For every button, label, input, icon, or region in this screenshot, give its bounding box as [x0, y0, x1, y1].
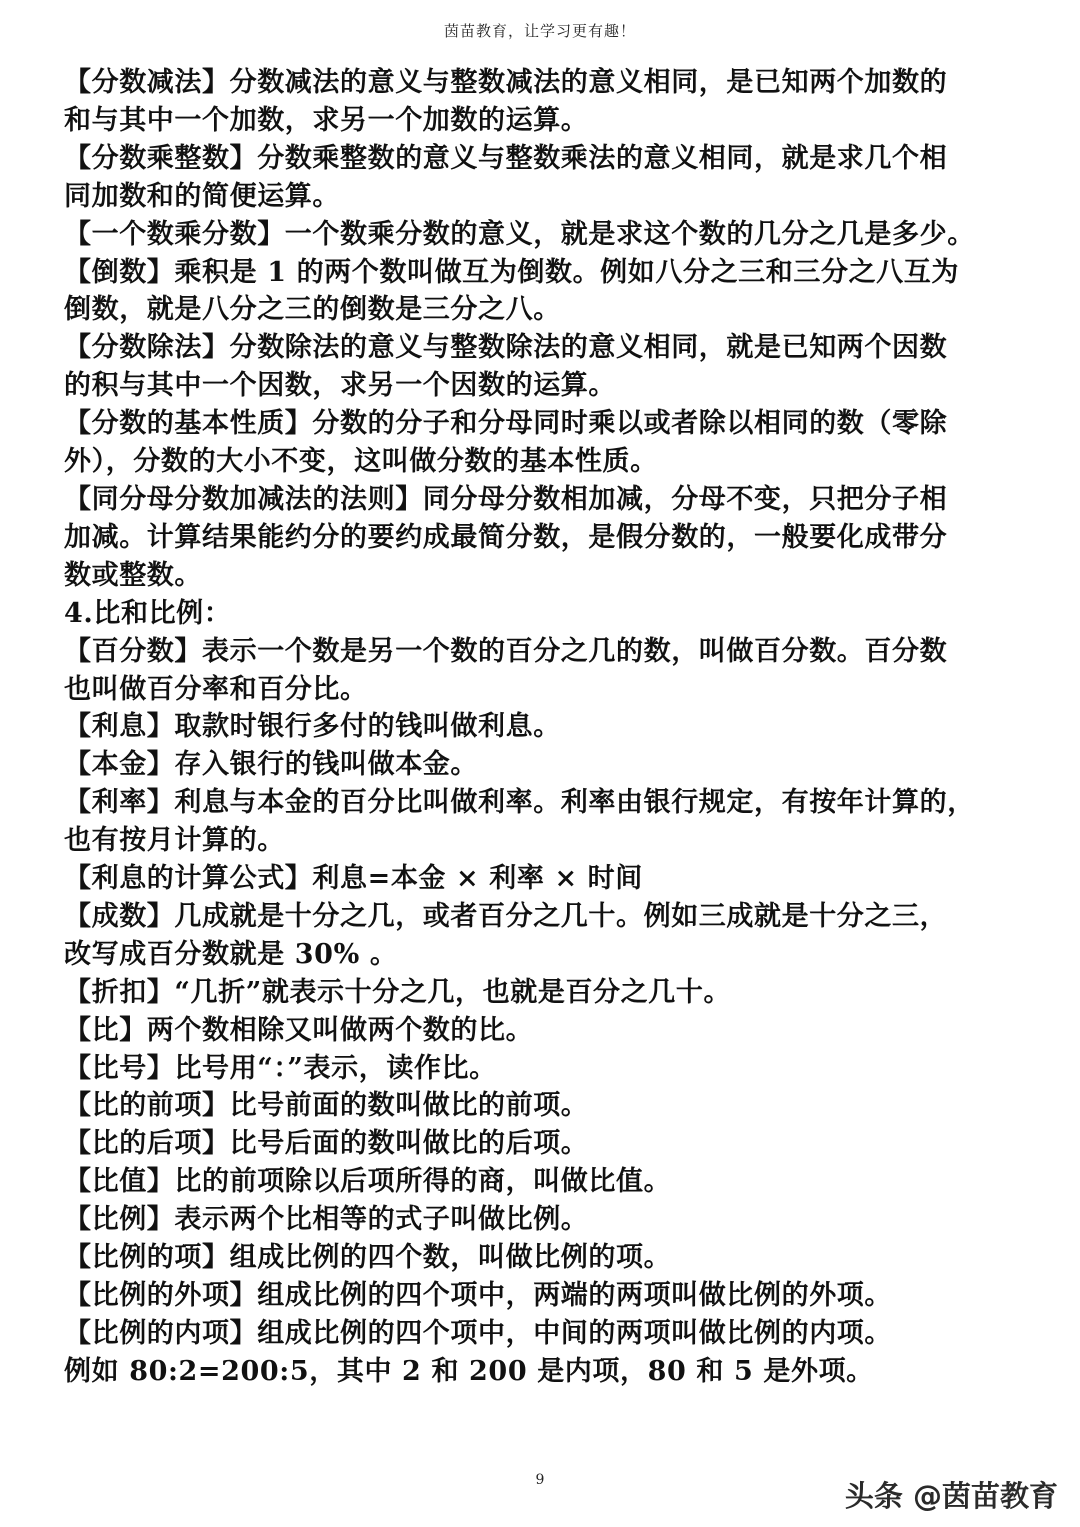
- text-line: 【百分数】表示一个数是另一个数的百分之几的数，叫做百分数。百分数: [64, 635, 948, 667]
- text-line: 【分数除法】分数除法的意义与整数除法的意义相同，就是已知两个因数: [64, 332, 948, 364]
- watermark: 头条 @茵苗教育: [844, 1479, 1058, 1513]
- text-line: 例如 80:2=200:5，其中 2 和 200 是内项，80 和 5 是外项。: [64, 1355, 874, 1387]
- text-line: 改写成百分数就是 30% 。: [64, 938, 398, 970]
- section-heading: 4.比和比例：: [64, 597, 232, 629]
- text-line: 数或整数。: [64, 559, 202, 591]
- page-number: 9: [535, 1472, 545, 1488]
- text-line: 【同分母分数加减法的法则】同分母分数相加减，分母不变，只把分子相: [64, 483, 948, 515]
- text-line: 也有按月计算的。: [64, 825, 285, 857]
- text-line: 的积与其中一个因数，求另一个因数的运算。: [64, 370, 616, 402]
- text-line: 【比的后项】比号后面的数叫做比的后项。: [64, 1128, 589, 1160]
- text-line: 也叫做百分率和百分比。: [64, 673, 368, 705]
- text-line: 【比例的外项】组成比例的四个项中，两端的两项叫做比例的外项。: [64, 1280, 892, 1311]
- text-line: 【比例的内项】组成比例的四个项中，中间的两项叫做比例的内项。: [64, 1317, 892, 1349]
- text-line: 【比例】表示两个比相等的式子叫做比例。: [64, 1204, 589, 1236]
- text-line: 和与其中一个加数，求另一个加数的运算。: [64, 104, 589, 136]
- text-line: 【分数的基本性质】分数的分子和分母同时乘以或者除以相同的数（零除: [64, 408, 948, 440]
- text-line: 【利息的计算公式】利息=本金 × 利率 × 时间: [64, 863, 643, 895]
- text-line: 【分数减法】分数减法的意义与整数减法的意义相同，是已知两个加数的: [64, 67, 948, 98]
- text-line: 【倒数】乘积是 1 的两个数叫做互为倒数。例如八分之三和三分之八互为: [64, 256, 959, 288]
- text-line: 同加数和的简便运算。: [64, 180, 340, 212]
- text-line: 【分数乘整数】分数乘整数的意义与整数乘法的意义相同，就是求几个相: [64, 142, 948, 174]
- text-line: 【利率】利息与本金的百分比叫做利率。利率由银行规定，有按年计算的，: [64, 787, 975, 819]
- document-body: [64, 64, 1016, 1391]
- text-line: 外），分数的大小不变，这叫做分数的基本性质。: [64, 446, 658, 478]
- text-line: 加减。计算结果能约分的要约成最简分数，是假分数的，一般要化成带分: [64, 521, 948, 553]
- page-header: 茵苗教育，让学习更有趣！: [443, 22, 636, 40]
- text-line: 【利息】取款时银行多付的钱叫做利息。: [64, 711, 561, 743]
- text-line: 【成数】几成就是十分之几，或者百分之几十。例如三成就是十分之三，: [64, 900, 948, 932]
- text-line: 倒数，就是八分之三的倒数是三分之八。: [64, 294, 561, 326]
- text-line: 【比例的项】组成比例的四个数，叫做比例的项。: [64, 1242, 672, 1274]
- text-line: 【本金】存入银行的钱叫做本金。: [64, 749, 478, 781]
- text-line: 【比值】比的前项除以后项所得的商，叫做比值。: [64, 1166, 672, 1198]
- text-line: 【比】两个数相除又叫做两个数的比。: [64, 1014, 534, 1046]
- text-line: 【比号】比号用“：”表示，读作比。: [64, 1052, 497, 1084]
- text-line: 【折扣】“几折”就表示十分之几，也就是百分之几十。: [64, 976, 732, 1008]
- text-line: 【比的前项】比号前面的数叫做比的前项。: [64, 1090, 589, 1122]
- text-line: 【一个数乘分数】一个数乘分数的意义，就是求这个数的几分之几是多少。: [64, 218, 975, 250]
